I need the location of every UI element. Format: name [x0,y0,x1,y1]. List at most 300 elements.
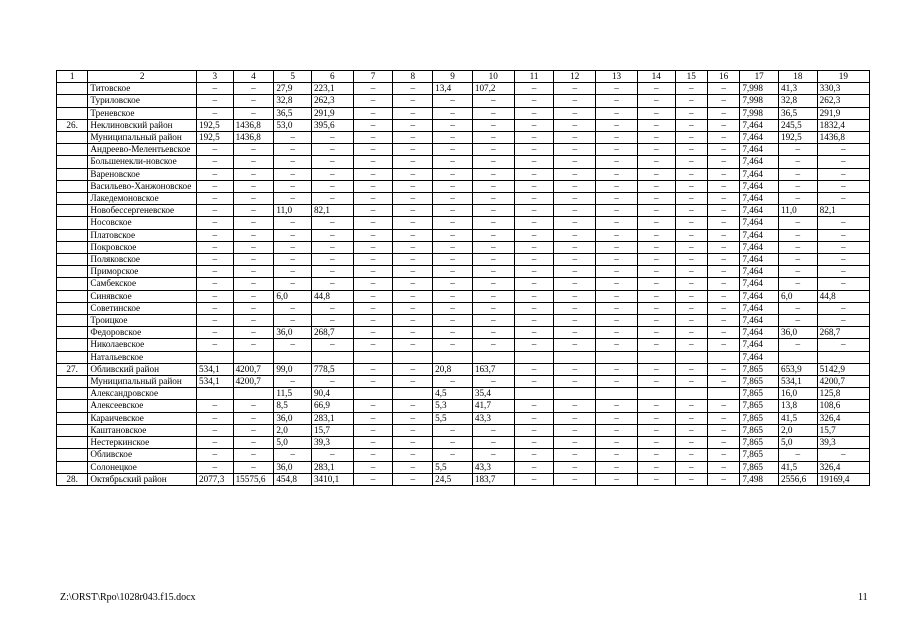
value-cell: 13,8 [778,400,817,412]
value-cell: – [596,290,638,302]
name-cell: Троицкое [88,315,197,327]
value-cell: – [393,193,433,205]
value-cell: – [197,156,234,168]
value-cell: – [393,156,433,168]
value-cell: – [817,156,869,168]
value-cell: – [233,144,274,156]
name-cell: Новобессергеневское [88,205,197,217]
row-number-cell [57,327,88,339]
table-row [57,241,870,253]
value-cell: – [675,95,707,107]
value-cell: – [274,254,312,266]
value-cell: – [707,400,739,412]
value-cell: – [233,107,274,119]
value-cell: – [353,363,393,375]
value-cell: – [393,132,433,144]
value-cell: – [353,461,393,473]
value-cell: 36,0 [274,461,312,473]
name-cell: Поляковское [88,254,197,266]
value-cell: – [433,254,473,266]
value-cell: – [554,144,596,156]
value-cell: – [197,193,234,205]
value-cell: 4200,7 [233,363,274,375]
value-cell: – [514,193,554,205]
value-cell: – [554,119,596,131]
value-cell: – [817,193,869,205]
value-cell: – [233,278,274,290]
value-cell: – [707,205,739,217]
value-cell: – [197,254,234,266]
value-cell: 7,865 [740,424,779,436]
value-cell: 7,464 [740,180,779,192]
value-cell: – [393,266,433,278]
value-cell: – [353,95,393,107]
value-cell: 163,7 [472,363,514,375]
table-row [57,119,870,131]
value-cell: 36,0 [778,327,817,339]
value-cell: – [353,266,393,278]
value-cell: – [637,461,675,473]
value-cell: – [596,180,638,192]
table-row [57,302,870,314]
value-cell: – [393,119,433,131]
value-cell: – [554,193,596,205]
value-cell: – [637,132,675,144]
value-cell [778,351,817,363]
value-cell: – [675,437,707,449]
value-cell: – [707,83,739,95]
value-cell: – [778,302,817,314]
value-cell: 7,464 [740,302,779,314]
value-cell: 6,0 [274,290,312,302]
header-cell: 9 [433,71,473,83]
value-cell: 1436,8 [233,132,274,144]
value-cell: 534,1 [197,376,234,388]
value-cell [233,388,274,400]
value-cell: 39,3 [817,437,869,449]
value-cell: 99,0 [274,363,312,375]
value-cell: – [472,144,514,156]
value-cell: 268,7 [311,327,353,339]
value-cell: – [353,437,393,449]
name-cell: Обливский район [88,363,197,375]
value-cell: 262,3 [817,95,869,107]
value-cell: – [778,217,817,229]
value-cell: – [637,229,675,241]
value-cell [637,351,675,363]
value-cell: 5142,9 [817,363,869,375]
value-cell: – [514,278,554,290]
row-number-cell [57,107,88,119]
value-cell: – [353,241,393,253]
value-cell: – [596,229,638,241]
value-cell: – [353,229,393,241]
name-cell: Платовское [88,229,197,241]
value-cell: 7,865 [740,363,779,375]
value-cell: – [393,217,433,229]
table-row [57,144,870,156]
table-row [57,168,870,180]
value-cell: 7,464 [740,351,779,363]
value-cell: – [472,315,514,327]
value-cell: – [637,412,675,424]
value-cell: 7,865 [740,449,779,461]
value-cell: – [393,315,433,327]
value-cell: – [197,95,234,107]
table-row [57,156,870,168]
value-cell: – [596,302,638,314]
value-cell [472,351,514,363]
value-cell: 5,3 [433,400,473,412]
value-cell: 7,464 [740,168,779,180]
value-cell [311,351,353,363]
value-cell: 90,4 [311,388,353,400]
value-cell: 82,1 [311,205,353,217]
value-cell: – [353,168,393,180]
value-cell: – [393,339,433,351]
value-cell: – [353,302,393,314]
value-cell [274,351,312,363]
value-cell: – [637,473,675,485]
table-row [57,254,870,266]
value-cell: – [393,412,433,424]
value-cell: – [197,302,234,314]
row-number-cell [57,205,88,217]
value-cell: – [707,278,739,290]
name-cell: Туриловское [88,95,197,107]
value-cell: – [393,363,433,375]
value-cell: – [433,217,473,229]
value-cell: – [675,424,707,436]
table-row [57,473,870,485]
value-cell: 5,0 [274,437,312,449]
value-cell: – [637,449,675,461]
row-number-cell [57,376,88,388]
value-cell: – [433,144,473,156]
value-cell: – [353,217,393,229]
table-row [57,363,870,375]
value-cell: – [707,193,739,205]
value-cell: – [554,376,596,388]
value-cell: 36,0 [274,327,312,339]
value-cell: – [233,339,274,351]
value-cell: – [353,315,393,327]
table-row [57,400,870,412]
value-cell: – [353,278,393,290]
value-cell: – [197,400,234,412]
value-cell: 7,464 [740,254,779,266]
value-cell: – [554,180,596,192]
value-cell: – [472,193,514,205]
value-cell: – [311,254,353,266]
value-cell: 1436,8 [233,119,274,131]
value-cell [353,388,393,400]
value-cell: – [233,205,274,217]
value-cell: – [393,83,433,95]
value-cell: 7,865 [740,412,779,424]
value-cell: – [353,156,393,168]
value-cell: 7,998 [740,107,779,119]
value-cell: 11,0 [778,205,817,217]
name-cell: Муниципальный район [88,376,197,388]
value-cell: 15575,6 [233,473,274,485]
row-number-cell [57,254,88,266]
value-cell: – [197,290,234,302]
value-cell: – [233,327,274,339]
value-cell: – [637,156,675,168]
value-cell: – [274,144,312,156]
value-cell: – [472,290,514,302]
value-cell [197,388,234,400]
value-cell: 7,464 [740,144,779,156]
table-row [57,205,870,217]
value-cell: – [353,205,393,217]
value-cell: 7,865 [740,388,779,400]
table-row [57,132,870,144]
value-cell: – [433,95,473,107]
value-cell: – [197,107,234,119]
value-cell: 7,464 [740,327,779,339]
value-cell: – [311,278,353,290]
table-row [57,376,870,388]
value-cell: – [311,144,353,156]
value-cell [596,351,638,363]
row-number-cell [57,315,88,327]
value-cell: 2077,3 [197,473,234,485]
value-cell: – [637,363,675,375]
value-cell: – [637,424,675,436]
value-cell: – [707,156,739,168]
value-cell [817,351,869,363]
value-cell: 35,4 [472,388,514,400]
value-cell: – [637,180,675,192]
value-cell: – [433,107,473,119]
name-cell: Советинское [88,302,197,314]
value-cell: – [233,254,274,266]
value-cell: – [554,229,596,241]
row-number-cell [57,217,88,229]
value-cell: – [637,315,675,327]
value-cell: – [596,278,638,290]
value-cell: – [817,254,869,266]
value-cell: – [817,315,869,327]
value-cell: – [675,229,707,241]
value-cell: – [707,473,739,485]
value-cell: 13,4 [433,83,473,95]
value-cell: – [197,278,234,290]
value-cell: – [274,339,312,351]
value-cell: – [472,376,514,388]
value-cell: – [554,449,596,461]
name-cell: Андреево-Мелентьевское [88,144,197,156]
value-cell: – [472,168,514,180]
value-cell: – [596,193,638,205]
value-cell: – [554,290,596,302]
value-cell: – [274,168,312,180]
value-cell: – [353,107,393,119]
row-number-cell [57,83,88,95]
value-cell: – [778,241,817,253]
name-cell: Синявское [88,290,197,302]
value-cell: – [637,266,675,278]
value-cell: – [433,424,473,436]
row-number-cell [57,437,88,449]
value-cell: – [707,302,739,314]
row-number-cell [57,168,88,180]
value-cell: 291,9 [311,107,353,119]
value-cell: – [637,95,675,107]
value-cell: – [472,278,514,290]
row-number-cell [57,424,88,436]
header-cell: 18 [778,71,817,83]
value-cell: – [675,473,707,485]
table-row [57,412,870,424]
value-cell: – [554,168,596,180]
value-cell: 1436,8 [817,132,869,144]
value-cell: – [554,400,596,412]
row-number-cell [57,412,88,424]
value-cell: – [554,315,596,327]
value-cell: – [197,315,234,327]
value-cell: – [707,437,739,449]
value-cell: 3410,1 [311,473,353,485]
table-row [57,424,870,436]
value-cell: 262,3 [311,95,353,107]
value-cell: – [778,229,817,241]
value-cell: – [707,315,739,327]
row-number-cell [57,278,88,290]
name-cell: Муниципальный район [88,132,197,144]
name-cell: Покровское [88,241,197,253]
value-cell: – [514,132,554,144]
name-cell: Приморское [88,266,197,278]
value-cell [554,351,596,363]
value-cell [707,351,739,363]
value-cell: – [675,461,707,473]
value-cell: – [554,278,596,290]
value-cell: – [707,119,739,131]
name-cell: Нестеркинское [88,437,197,449]
name-cell: Вареновское [88,168,197,180]
value-cell: – [675,278,707,290]
row-number-cell [57,449,88,461]
value-cell: – [433,229,473,241]
value-cell: – [514,168,554,180]
value-cell: – [554,217,596,229]
header-cell: 13 [596,71,638,83]
table-row [57,107,870,119]
value-cell: – [393,95,433,107]
value-cell: 16,0 [778,388,817,400]
value-cell: 82,1 [817,205,869,217]
value-cell: – [675,412,707,424]
value-cell: – [675,107,707,119]
value-cell: – [233,412,274,424]
value-cell: – [197,180,234,192]
value-cell [514,351,554,363]
header-row [57,71,870,83]
value-cell: – [514,461,554,473]
value-cell: – [514,229,554,241]
value-cell: – [274,217,312,229]
header-cell: 1 [57,71,88,83]
value-cell: – [596,107,638,119]
value-cell [514,388,554,400]
value-cell: – [433,449,473,461]
name-cell: Самбекское [88,278,197,290]
value-cell: – [393,302,433,314]
name-cell: Караичевское [88,412,197,424]
value-cell: 534,1 [778,376,817,388]
value-cell: – [707,376,739,388]
value-cell: – [554,254,596,266]
value-cell [675,351,707,363]
value-cell: – [817,449,869,461]
value-cell: 245,5 [778,119,817,131]
value-cell: – [311,376,353,388]
value-cell: 108,6 [817,400,869,412]
value-cell: – [514,180,554,192]
value-cell [353,351,393,363]
value-cell: – [554,424,596,436]
value-cell: – [637,437,675,449]
value-cell: – [637,241,675,253]
value-cell: – [778,449,817,461]
row-number-cell [57,95,88,107]
value-cell: – [197,449,234,461]
value-cell: – [311,302,353,314]
value-cell: 1832,4 [817,119,869,131]
value-cell: 43,3 [472,461,514,473]
value-cell: – [554,266,596,278]
value-cell: – [637,254,675,266]
header-cell: 5 [274,71,312,83]
value-cell: 7,998 [740,83,779,95]
value-cell: – [233,449,274,461]
table-row [57,388,870,400]
value-cell: 7,464 [740,339,779,351]
table-row [57,327,870,339]
value-cell: 6,0 [778,290,817,302]
value-cell: – [472,327,514,339]
value-cell: – [233,461,274,473]
value-cell: – [197,241,234,253]
value-cell: 7,464 [740,315,779,327]
value-cell: – [637,107,675,119]
value-cell: – [707,180,739,192]
name-cell: Титовское [88,83,197,95]
value-cell: – [596,132,638,144]
value-cell: – [311,449,353,461]
value-cell: – [197,205,234,217]
header-cell: 10 [472,71,514,83]
value-cell: – [596,205,638,217]
value-cell: – [817,144,869,156]
value-cell: – [393,229,433,241]
value-cell: – [393,437,433,449]
value-cell: – [514,339,554,351]
value-cell: – [274,302,312,314]
value-cell: – [637,83,675,95]
value-cell: – [778,339,817,351]
value-cell: – [637,290,675,302]
value-cell: – [675,241,707,253]
value-cell: – [675,180,707,192]
value-cell: 41,3 [778,83,817,95]
value-cell: – [233,83,274,95]
value-cell: 330,3 [817,83,869,95]
data-table [56,70,870,486]
